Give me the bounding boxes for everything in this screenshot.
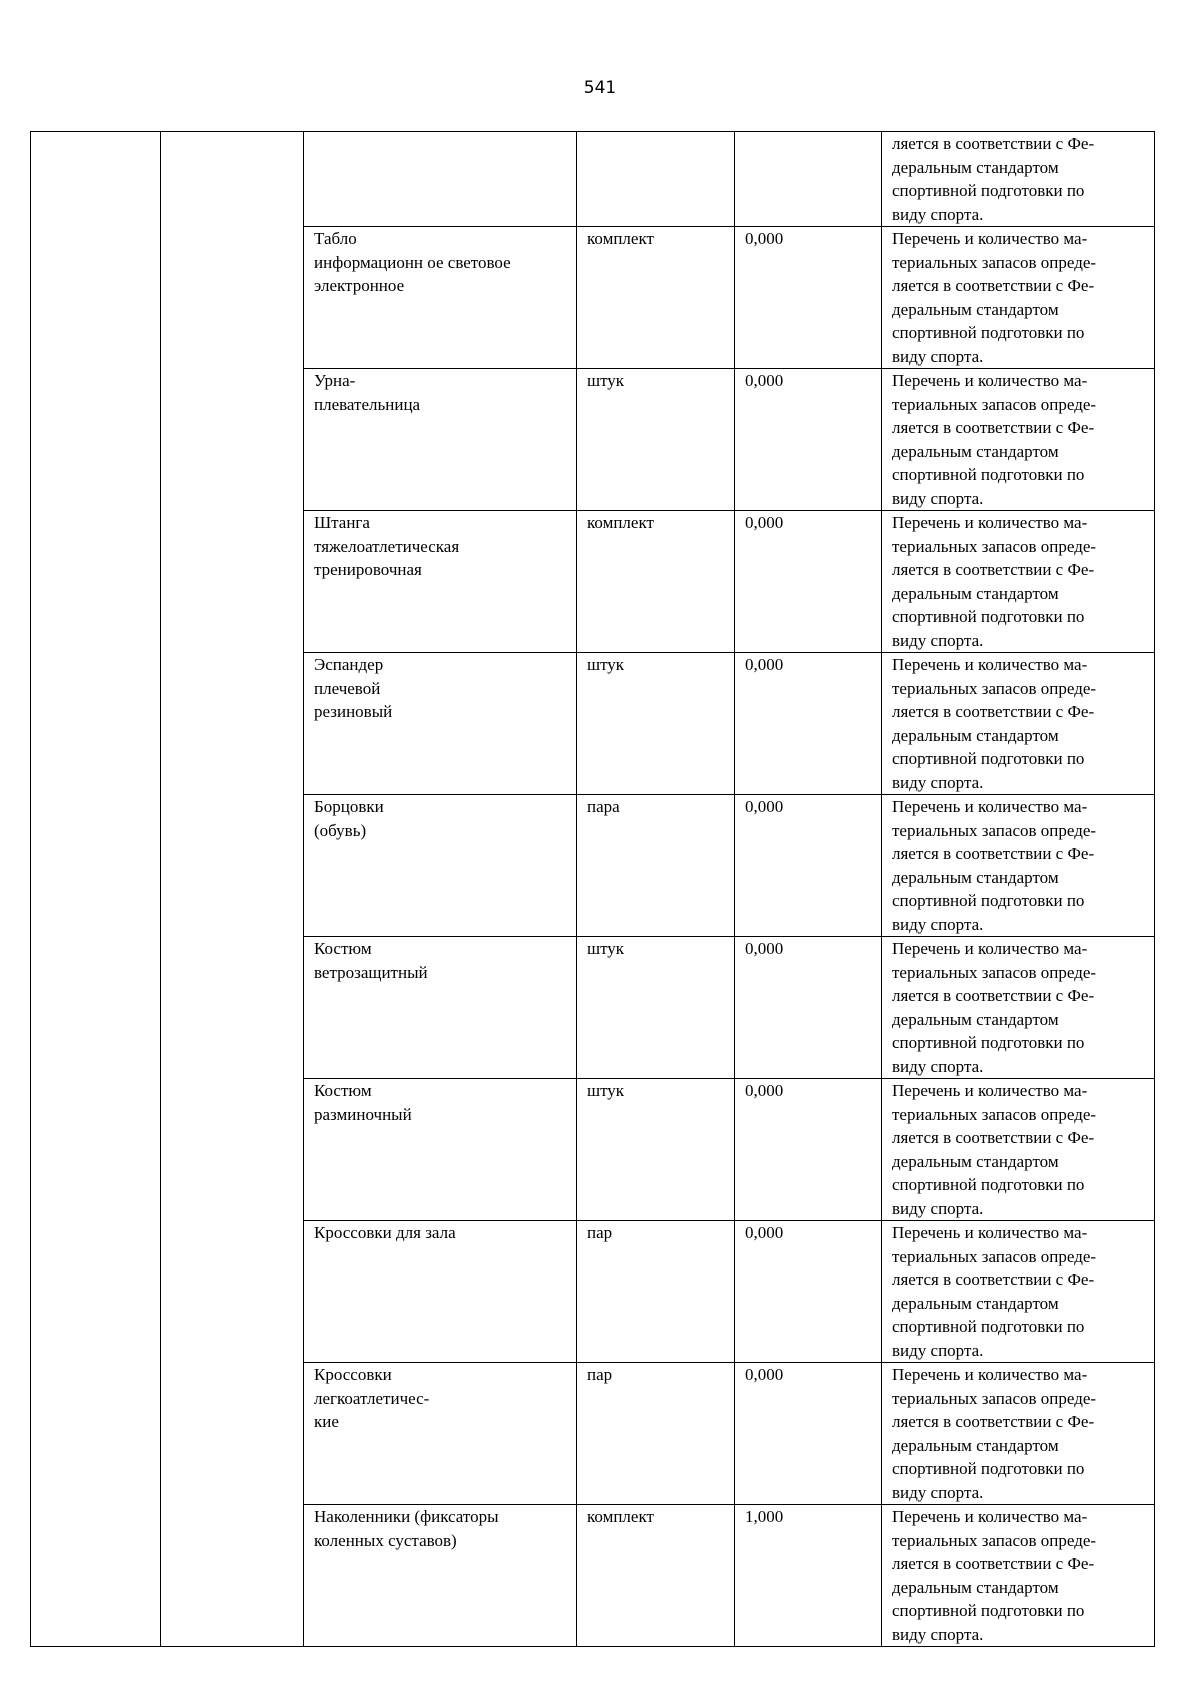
- note-line: деральным стандартом: [892, 1151, 1059, 1171]
- quantity-cell: 0,000: [735, 937, 882, 1079]
- note-cell: [882, 653, 1155, 795]
- note-line: териальных запасов опреде-: [892, 820, 1097, 840]
- item-name-cell: [304, 795, 577, 937]
- note-line: Перечень и количество ма-: [892, 939, 1088, 958]
- unit-cell: штук: [577, 369, 735, 511]
- unit-cell: комплект: [577, 511, 735, 653]
- note-line: ляется в соответствии с Фе-: [892, 986, 1095, 1005]
- item-name-cell: [304, 937, 577, 1079]
- quantity-cell: [735, 132, 882, 227]
- note-line: виду спорта.: [892, 630, 984, 650]
- item-name-line: Табло: [314, 229, 357, 248]
- item-name-line: кие: [314, 1412, 339, 1431]
- item-name-cell: [304, 132, 577, 227]
- note-line: ляется в соответствии с Фе-: [892, 276, 1095, 295]
- note-line: деральным стандартом: [892, 725, 1059, 745]
- note-line: спортивной подготовки по: [892, 1459, 1085, 1478]
- quantity-cell: 0,000: [735, 1363, 882, 1505]
- note-line: виду спорта.: [892, 346, 984, 366]
- note-line: териальных запасов опреде-: [892, 394, 1097, 414]
- number-column: [31, 132, 161, 1647]
- note-line: деральным стандартом: [892, 157, 1059, 177]
- note-cell: [882, 227, 1155, 369]
- item-name-line: тренировочная: [314, 560, 422, 579]
- item-name-line: ветрозащитный: [314, 962, 428, 982]
- item-name-line: Костюм: [314, 939, 372, 958]
- quantity-cell: 0,000: [735, 227, 882, 369]
- note-line: териальных запасов опреде-: [892, 1104, 1097, 1124]
- note-line: деральным стандартом: [892, 867, 1059, 887]
- note-line: Перечень и количество ма-: [892, 513, 1088, 532]
- note-line: спортивной подготовки по: [892, 891, 1085, 910]
- note-line: спортивной подготовки по: [892, 465, 1085, 484]
- note-line: виду спорта.: [892, 1482, 984, 1502]
- item-name-line: Кроссовки для зала: [314, 1223, 456, 1242]
- note-line: спортивной подготовки по: [892, 1317, 1085, 1336]
- quantity-cell: 0,000: [735, 653, 882, 795]
- unit-cell: [577, 132, 735, 227]
- quantity-cell: 0,000: [735, 1079, 882, 1221]
- note-line: ляется в соответствии с Фе-: [892, 418, 1095, 437]
- unit-cell: пар: [577, 1363, 735, 1505]
- quantity-cell: 0,000: [735, 511, 882, 653]
- note-line: ляется в соответствии с Фе-: [892, 1554, 1095, 1573]
- note-line: деральным стандартом: [892, 1293, 1059, 1313]
- note-line: Перечень и количество ма-: [892, 1081, 1088, 1100]
- note-line: виду спорта.: [892, 1198, 984, 1218]
- note-line: териальных запасов опреде-: [892, 252, 1097, 272]
- unit-cell: пара: [577, 795, 735, 937]
- unit-cell: пар: [577, 1221, 735, 1363]
- note-cell: [882, 369, 1155, 511]
- note-cell: [882, 1079, 1155, 1221]
- note-line: виду спорта.: [892, 1056, 984, 1076]
- item-name-line: Штанга: [314, 513, 370, 532]
- note-line: спортивной подготовки по: [892, 181, 1085, 200]
- note-line: спортивной подготовки по: [892, 749, 1085, 768]
- note-line: ляется в соответствии с Фе-: [892, 134, 1095, 153]
- note-line: виду спорта.: [892, 914, 984, 934]
- quantity-cell: 1,000: [735, 1505, 882, 1647]
- note-line: Перечень и количество ма-: [892, 1365, 1088, 1384]
- item-name-line: Борцовки: [314, 797, 384, 816]
- item-name-cell: [304, 369, 577, 511]
- quantity-cell: 0,000: [735, 1221, 882, 1363]
- note-line: деральным стандартом: [892, 1577, 1059, 1597]
- note-line: виду спорта.: [892, 1624, 984, 1644]
- item-name-line: Костюм: [314, 1081, 372, 1100]
- note-line: ляется в соответствии с Фе-: [892, 560, 1095, 579]
- item-name-line: Эспандер: [314, 655, 384, 674]
- item-name-line: Урна-: [314, 371, 356, 390]
- unit-cell: комплект: [577, 1505, 735, 1647]
- note-line: Перечень и количество ма-: [892, 229, 1088, 248]
- note-line: Перечень и количество ма-: [892, 1507, 1088, 1526]
- equipment-table: [30, 131, 1155, 1647]
- note-line: Перечень и количество ма-: [892, 655, 1088, 674]
- item-name-line: разминочный: [314, 1104, 412, 1124]
- page-number: 541: [583, 78, 617, 98]
- note-line: териальных запасов опреде-: [892, 1530, 1097, 1550]
- note-line: ляется в соответствии с Фе-: [892, 1270, 1095, 1289]
- note-line: виду спорта.: [892, 772, 984, 792]
- note-cell: [882, 1363, 1155, 1505]
- unit-cell: штук: [577, 937, 735, 1079]
- note-line: Перечень и количество ма-: [892, 1223, 1088, 1242]
- item-name-line: резиновый: [314, 702, 393, 721]
- note-cell: [882, 1505, 1155, 1647]
- item-name-line: Кроссовки: [314, 1365, 392, 1384]
- item-name-cell: [304, 1363, 577, 1505]
- quantity-cell: 0,000: [735, 369, 882, 511]
- item-name-line: легкоатлетичес-: [314, 1388, 430, 1408]
- item-name-line: информационн ое световое: [314, 252, 511, 272]
- note-cell: [882, 1221, 1155, 1363]
- section-column: [161, 132, 304, 1647]
- note-line: Перечень и количество ма-: [892, 371, 1088, 390]
- item-name-cell: [304, 1221, 577, 1363]
- note-line: деральным стандартом: [892, 441, 1059, 461]
- item-name-line: тяжелоатлетическая: [314, 536, 460, 556]
- note-line: спортивной подготовки по: [892, 323, 1085, 342]
- item-name-cell: [304, 511, 577, 653]
- note-line: виду спорта.: [892, 488, 984, 508]
- note-line: териальных запасов опреде-: [892, 1388, 1097, 1408]
- item-name-cell: [304, 1505, 577, 1647]
- note-line: деральным стандартом: [892, 299, 1059, 319]
- item-name-line: электронное: [314, 276, 405, 295]
- note-line: ляется в соответствии с Фе-: [892, 1128, 1095, 1147]
- table-row: [31, 132, 1155, 227]
- note-cell: [882, 937, 1155, 1079]
- item-name-line: плечевой: [314, 678, 381, 698]
- note-line: ляется в соответствии с Фе-: [892, 844, 1095, 863]
- unit-cell: штук: [577, 653, 735, 795]
- note-line: териальных запасов опреде-: [892, 678, 1097, 698]
- item-name-cell: [304, 653, 577, 795]
- note-line: спортивной подготовки по: [892, 1175, 1085, 1194]
- item-name-line: коленных суставов): [314, 1530, 457, 1550]
- item-name-cell: [304, 1079, 577, 1221]
- note-line: ляется в соответствии с Фе-: [892, 1412, 1095, 1431]
- note-line: виду спорта.: [892, 1340, 984, 1360]
- note-line: деральным стандартом: [892, 583, 1059, 603]
- note-line: териальных запасов опреде-: [892, 962, 1097, 982]
- unit-cell: комплект: [577, 227, 735, 369]
- note-line: виду спорта.: [892, 204, 984, 224]
- note-line: деральным стандартом: [892, 1435, 1059, 1455]
- note-line: териальных запасов опреде-: [892, 1246, 1097, 1266]
- unit-cell: штук: [577, 1079, 735, 1221]
- item-name-line: (обувь): [314, 820, 367, 840]
- item-name-cell: [304, 227, 577, 369]
- note-line: Перечень и количество ма-: [892, 797, 1088, 816]
- note-line: спортивной подготовки по: [892, 1601, 1085, 1620]
- quantity-cell: 0,000: [735, 795, 882, 937]
- note-line: спортивной подготовки по: [892, 607, 1085, 626]
- note-line: спортивной подготовки по: [892, 1033, 1085, 1052]
- note-cell: [882, 511, 1155, 653]
- note-cell: [882, 132, 1155, 227]
- note-cell: [882, 795, 1155, 937]
- note-line: деральным стандартом: [892, 1009, 1059, 1029]
- note-line: ляется в соответствии с Фе-: [892, 702, 1095, 721]
- item-name-line: Наколенники (фиксаторы: [314, 1507, 499, 1526]
- note-line: териальных запасов опреде-: [892, 536, 1097, 556]
- item-name-line: плевательница: [314, 394, 421, 414]
